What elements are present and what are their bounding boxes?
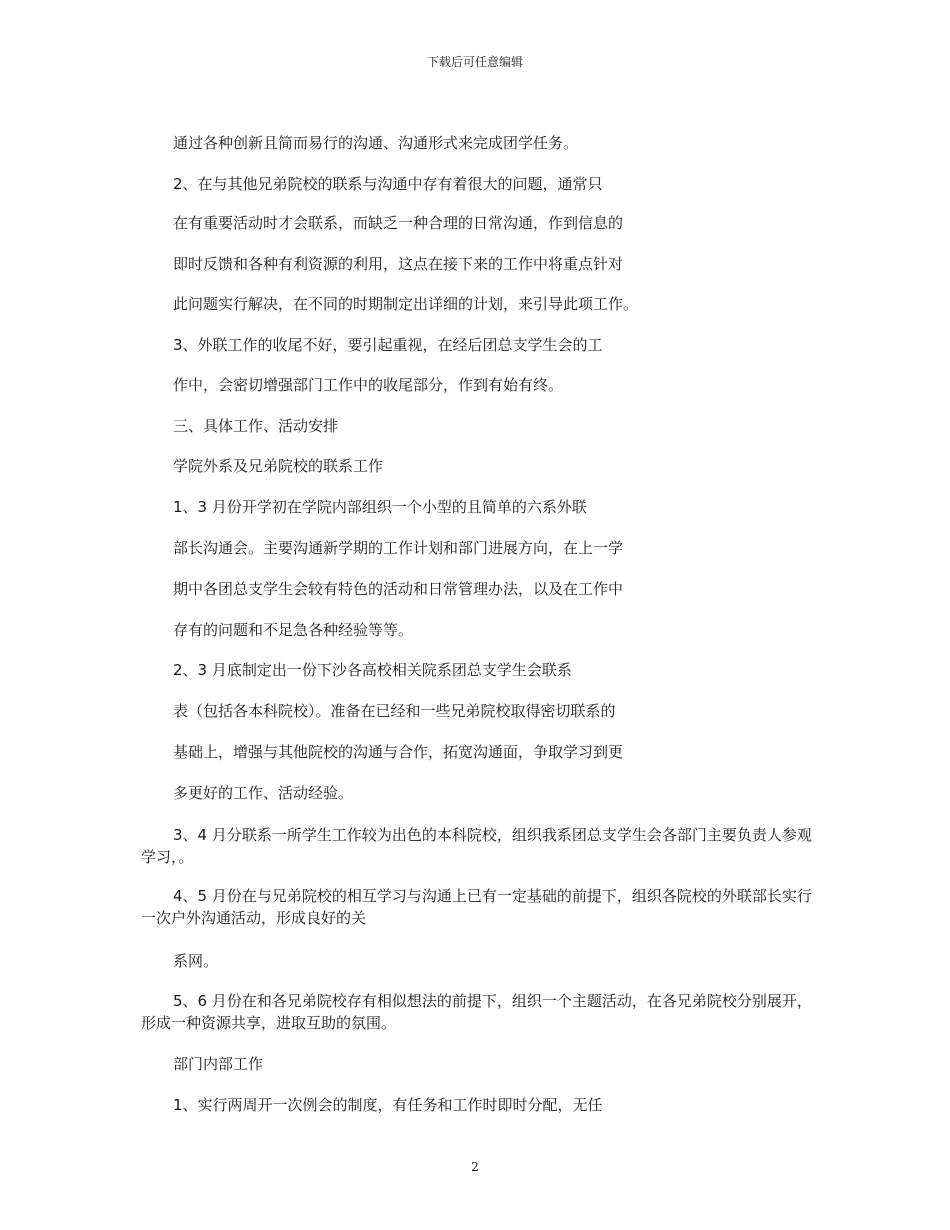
body-line: 在有重要活动时才会联系，而缺乏一种合理的日常沟通，作到信息的 [173,214,624,232]
body-line: 1、实行两周开一次例会的制度，有任务和工作时即时分配，无任 [173,1096,603,1114]
body-line: 2、3 月底制定出一份下沙各高校相关院系团总支学生会联系 [173,661,572,679]
body-line: 通过各种创新且简而易行的沟通、沟通形式来完成团学任务。 [173,134,579,152]
body-line: 期中各团总支学生会较有特色的活动和日常管理办法，以及在工作中 [173,580,624,598]
subsection-heading: 部门内部工作 [173,1055,264,1073]
page-header: 下载后可任意编辑 [426,55,523,69]
body-line: 即时反馈和各种有利资源的利用，这点在接下来的工作中将重点针对 [173,255,624,273]
body-line: 部长沟通会。主要沟通新学期的工作计划和部门进展方向，在上一学 [173,539,624,557]
section-heading: 三、具体工作、活动安排 [173,417,339,435]
body-paragraph: 3、4 月分联系一所学生工作较为出色的本科院校，组织我系团总支学生会各部门主要负责人参观学习，。 [141,826,812,866]
body-line: 系网。 [173,952,219,970]
body-line: 作中，会密切增强部门工作中的收尾部分，作到有始有终。 [173,376,564,394]
body-line: 表（包括各本科院校）。准备在已经和一些兄弟院校取得密切联系的 [173,702,616,720]
body-line: 存有的问题和不足急各种经验等等。 [173,621,414,639]
body-line: 3、外联工作的收尾不好，要引起重视，在经后团总支学生会的工 [173,336,603,354]
body-line: 多更好的工作、活动经验。 [173,784,354,802]
body-paragraph: 5、6 月份在和各兄弟院校存有相似想法的前提下，组织一个主题活动，在各兄弟院校分别展开，形成一种资源共享，进取互助的氛围。 [141,992,812,1032]
body-line: 基础上，增强与其他院校的沟通与合作，拓宽沟通面，争取学习到更 [173,743,624,761]
subsection-heading: 学院外系及兄弟院校的联系工作 [173,457,384,475]
body-paragraph: 4、5 月份在与兄弟院校的相互学习与沟通上已有一定基础的前提下，组织各院校的外联部长实行一次户外沟通活动，形成良好的关 [141,887,812,927]
page-number: 2 [471,1160,479,1174]
body-line: 2、在与其他兄弟院校的联系与沟通中存有着很大的问题，通常只 [173,175,603,193]
body-line: 此问题实行解决，在不同的时期制定出详细的计划，来引导此项工作。 [173,295,639,313]
body-line: 1、3 月份开学初在学院内部组织一个小型的且简单的六系外联 [173,498,587,516]
